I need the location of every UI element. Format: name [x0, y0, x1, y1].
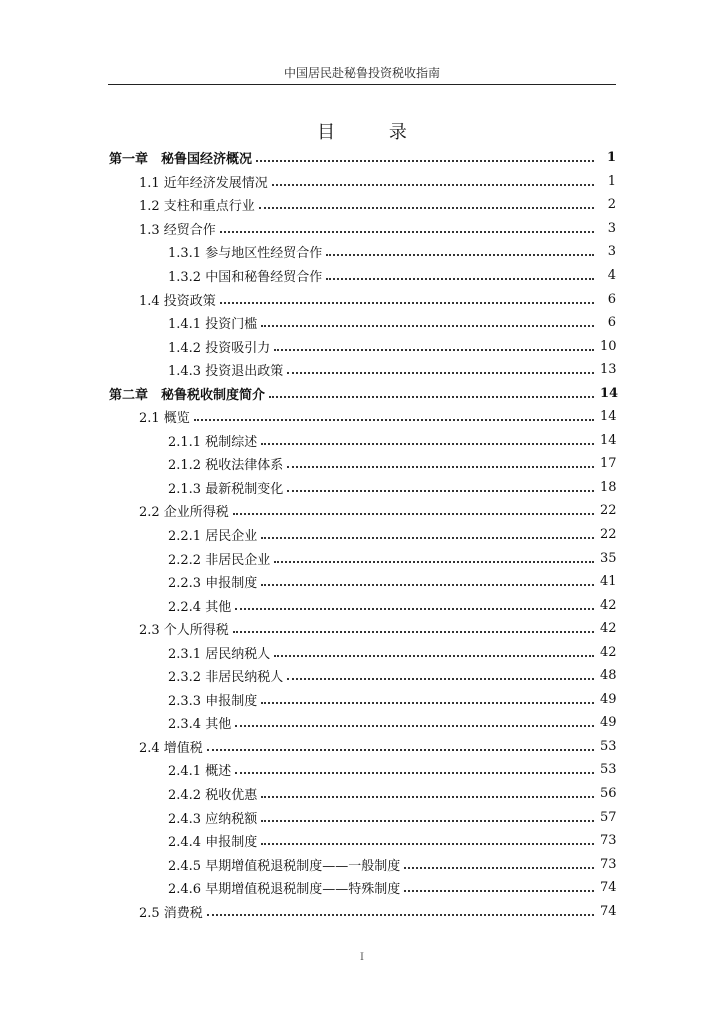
toc-dot-leader	[272, 171, 594, 186]
toc-entry-page-number: 1	[606, 150, 616, 166]
toc-subsection-entry[interactable]	[0, 664, 724, 688]
toc-dot-leader	[235, 712, 594, 727]
toc-dot-leader	[261, 312, 594, 327]
toc-entry-page-number: 3	[607, 244, 616, 260]
toc-entry-page-number: 6	[607, 291, 616, 307]
toc-title: 目 录	[317, 122, 431, 143]
toc-dot-leader	[287, 359, 594, 374]
toc-subsection-entry[interactable]	[0, 805, 724, 829]
toc-entry-label: 2.2.3 申报制度	[168, 572, 261, 591]
toc-entry-label: 2.2 企业所得税	[139, 501, 233, 520]
toc-entry-label: 2.3.3 申报制度	[168, 690, 261, 709]
toc-entry-page-number: 14	[600, 409, 617, 425]
toc-section-entry[interactable]	[0, 170, 724, 194]
toc-dot-leader	[261, 571, 594, 586]
toc-dot-leader	[207, 901, 594, 916]
toc-entry-page-number: 3	[607, 220, 616, 236]
toc-entry-label: 1.4 投资政策	[139, 290, 220, 309]
toc-entry-page-number: 14	[600, 432, 617, 448]
toc-dot-leader	[261, 830, 594, 845]
toc-entry-page-number: 4	[607, 268, 616, 283]
toc-dot-leader	[233, 618, 594, 633]
toc-entry-label: 第二章 秘鲁税收制度简介	[109, 384, 269, 403]
toc-entry-page-number: 22	[600, 503, 617, 519]
toc-entry-label: 2.1.3 最新税制变化	[168, 478, 287, 497]
toc-entry-page-number: 41	[600, 574, 617, 590]
toc-subsection-entry[interactable]	[0, 593, 724, 617]
toc-section-entry[interactable]	[0, 900, 724, 924]
toc-dot-leader	[235, 759, 594, 774]
toc-entry-page-number: 35	[600, 550, 617, 566]
toc-section-entry[interactable]	[0, 287, 724, 311]
toc-chapter-entry[interactable]	[0, 381, 724, 405]
toc-entry-page-number: 53	[600, 738, 617, 754]
page-header	[108, 62, 616, 85]
toc-subsection-entry[interactable]	[0, 476, 724, 500]
toc-entry-page-number: 49	[600, 691, 617, 707]
toc-entry-label: 1.3.1 参与地区性经贸合作	[168, 242, 326, 261]
page-number: I	[360, 952, 364, 963]
toc-dot-leader	[326, 265, 594, 280]
toc-subsection-entry[interactable]	[0, 758, 724, 782]
toc-entry-label: 2.3.4 其他	[168, 713, 235, 732]
toc-entry-label: 1.4.3 投资退出政策	[168, 360, 287, 379]
toc-entry-page-number: 10	[600, 338, 617, 354]
toc-entry-label: 2.4.1 概述	[168, 760, 235, 779]
toc-subsection-entry[interactable]	[0, 311, 724, 335]
toc-entry-label: 2.4.6 早期增值税退税制度——特殊制度	[168, 878, 404, 897]
toc-entry-page-number: 42	[600, 597, 617, 613]
toc-subsection-entry[interactable]	[0, 334, 724, 358]
toc-subsection-entry[interactable]	[0, 829, 724, 853]
toc-subsection-entry[interactable]	[0, 264, 724, 288]
toc-list	[0, 146, 724, 923]
toc-entry-page-number: 22	[600, 527, 617, 543]
toc-subsection-entry[interactable]	[0, 688, 724, 712]
toc-entry-label: 2.3.1 居民纳税人	[168, 643, 274, 662]
toc-dot-leader	[261, 783, 594, 798]
toc-dot-leader	[256, 147, 594, 162]
toc-entry-page-number: 6	[607, 315, 616, 331]
toc-subsection-entry[interactable]	[0, 358, 724, 382]
toc-entry-page-number: 73	[600, 833, 617, 849]
toc-entry-label: 2.2.2 非居民企业	[168, 549, 274, 568]
toc-subsection-entry[interactable]	[0, 640, 724, 664]
toc-entry-label: 1.2 支柱和重点行业	[139, 195, 259, 214]
toc-entry-page-number: 2	[607, 197, 616, 213]
toc-subsection-entry[interactable]	[0, 876, 724, 900]
toc-dot-leader	[287, 665, 594, 680]
toc-entry-label: 第一章 秘鲁国经济概况	[109, 148, 256, 167]
toc-entry-label: 2.2.4 其他	[168, 596, 235, 615]
toc-subsection-entry[interactable]	[0, 852, 724, 876]
toc-entry-label: 2.3.2 非居民纳税人	[168, 666, 287, 685]
toc-entry-label: 2.1 概览	[139, 407, 194, 426]
toc-entry-label: 2.4.5 早期增值税退税制度——一般制度	[168, 855, 404, 874]
toc-entry-label: 2.4.2 税收优惠	[168, 784, 261, 803]
toc-dot-leader	[220, 218, 594, 233]
toc-subsection-entry[interactable]	[0, 546, 724, 570]
toc-dot-leader	[274, 642, 594, 657]
header-title: 中国居民赴秘鲁投资税收指南	[283, 66, 440, 80]
toc-section-entry[interactable]	[0, 735, 724, 759]
toc-dot-leader	[235, 595, 594, 610]
toc-entry-page-number: 13	[600, 362, 617, 378]
toc-dot-leader	[194, 406, 594, 421]
toc-dot-leader	[326, 241, 594, 256]
toc-dot-leader	[274, 548, 594, 563]
toc-entry-page-number: 49	[600, 715, 617, 731]
toc-section-entry[interactable]	[0, 217, 724, 241]
toc-entry-label: 2.4.3 应纳税额	[168, 808, 261, 827]
toc-dot-leader	[259, 194, 594, 209]
toc-dot-leader	[404, 877, 594, 892]
toc-dot-leader	[220, 289, 594, 304]
toc-entry-label: 2.1.2 税收法律体系	[168, 454, 287, 473]
toc-subsection-entry[interactable]	[0, 570, 724, 594]
toc-entry-page-number: 1	[607, 173, 616, 189]
toc-subsection-entry[interactable]	[0, 240, 724, 264]
toc-chapter-entry[interactable]	[0, 146, 724, 170]
toc-entry-page-number: 56	[600, 786, 617, 802]
toc-entry-page-number: 42	[600, 644, 617, 660]
toc-entry-label: 1.3 经贸合作	[139, 219, 220, 238]
toc-entry-page-number: 17	[600, 456, 617, 472]
toc-dot-leader	[261, 689, 594, 704]
toc-dot-leader	[269, 383, 594, 398]
toc-entry-label: 1.1 近年经济发展情况	[139, 172, 272, 191]
toc-dot-leader	[233, 500, 594, 515]
toc-entry-page-number: 14	[600, 385, 619, 401]
toc-subsection-entry[interactable]	[0, 782, 724, 806]
toc-subsection-entry[interactable]	[0, 452, 724, 476]
toc-entry-page-number: 74	[600, 903, 617, 919]
toc-entry-page-number: 53	[600, 762, 617, 778]
toc-section-entry[interactable]	[0, 193, 724, 217]
toc-dot-leader	[261, 430, 594, 445]
toc-section-entry[interactable]	[0, 617, 724, 641]
toc-entry-label: 1.4.2 投资吸引力	[168, 337, 274, 356]
toc-entry-page-number: 73	[600, 856, 617, 872]
toc-subsection-entry[interactable]	[0, 523, 724, 547]
toc-dot-leader	[287, 453, 594, 468]
toc-entry-label: 2.4.4 申报制度	[168, 831, 261, 850]
toc-section-entry[interactable]	[0, 499, 724, 523]
toc-entry-label: 2.4 增值税	[139, 737, 207, 756]
toc-entry-page-number: 42	[600, 621, 617, 637]
toc-entry-page-number: 48	[600, 668, 617, 684]
toc-dot-leader	[261, 807, 594, 822]
toc-dot-leader	[404, 854, 594, 869]
toc-dot-leader	[207, 736, 594, 751]
toc-entry-page-number: 57	[600, 809, 617, 825]
toc-entry-label: 1.3.2 中国和秘鲁经贸合作	[168, 266, 326, 285]
toc-entry-label: 2.3 个人所得税	[139, 619, 233, 638]
toc-entry-page-number: 18	[600, 479, 617, 495]
toc-subsection-entry[interactable]	[0, 429, 724, 453]
toc-entry-label: 2.1.1 税制综述	[168, 431, 261, 450]
toc-entry-label: 2.2.1 居民企业	[168, 525, 261, 544]
toc-entry-page-number: 74	[600, 880, 617, 896]
toc-dot-leader	[287, 477, 594, 492]
toc-entry-label: 2.5 消费税	[139, 902, 207, 921]
toc-dot-leader	[274, 336, 594, 351]
toc-section-entry[interactable]	[0, 405, 724, 429]
toc-subsection-entry[interactable]	[0, 711, 724, 735]
toc-entry-label: 1.4.1 投资门槛	[168, 313, 261, 332]
toc-dot-leader	[261, 524, 594, 539]
